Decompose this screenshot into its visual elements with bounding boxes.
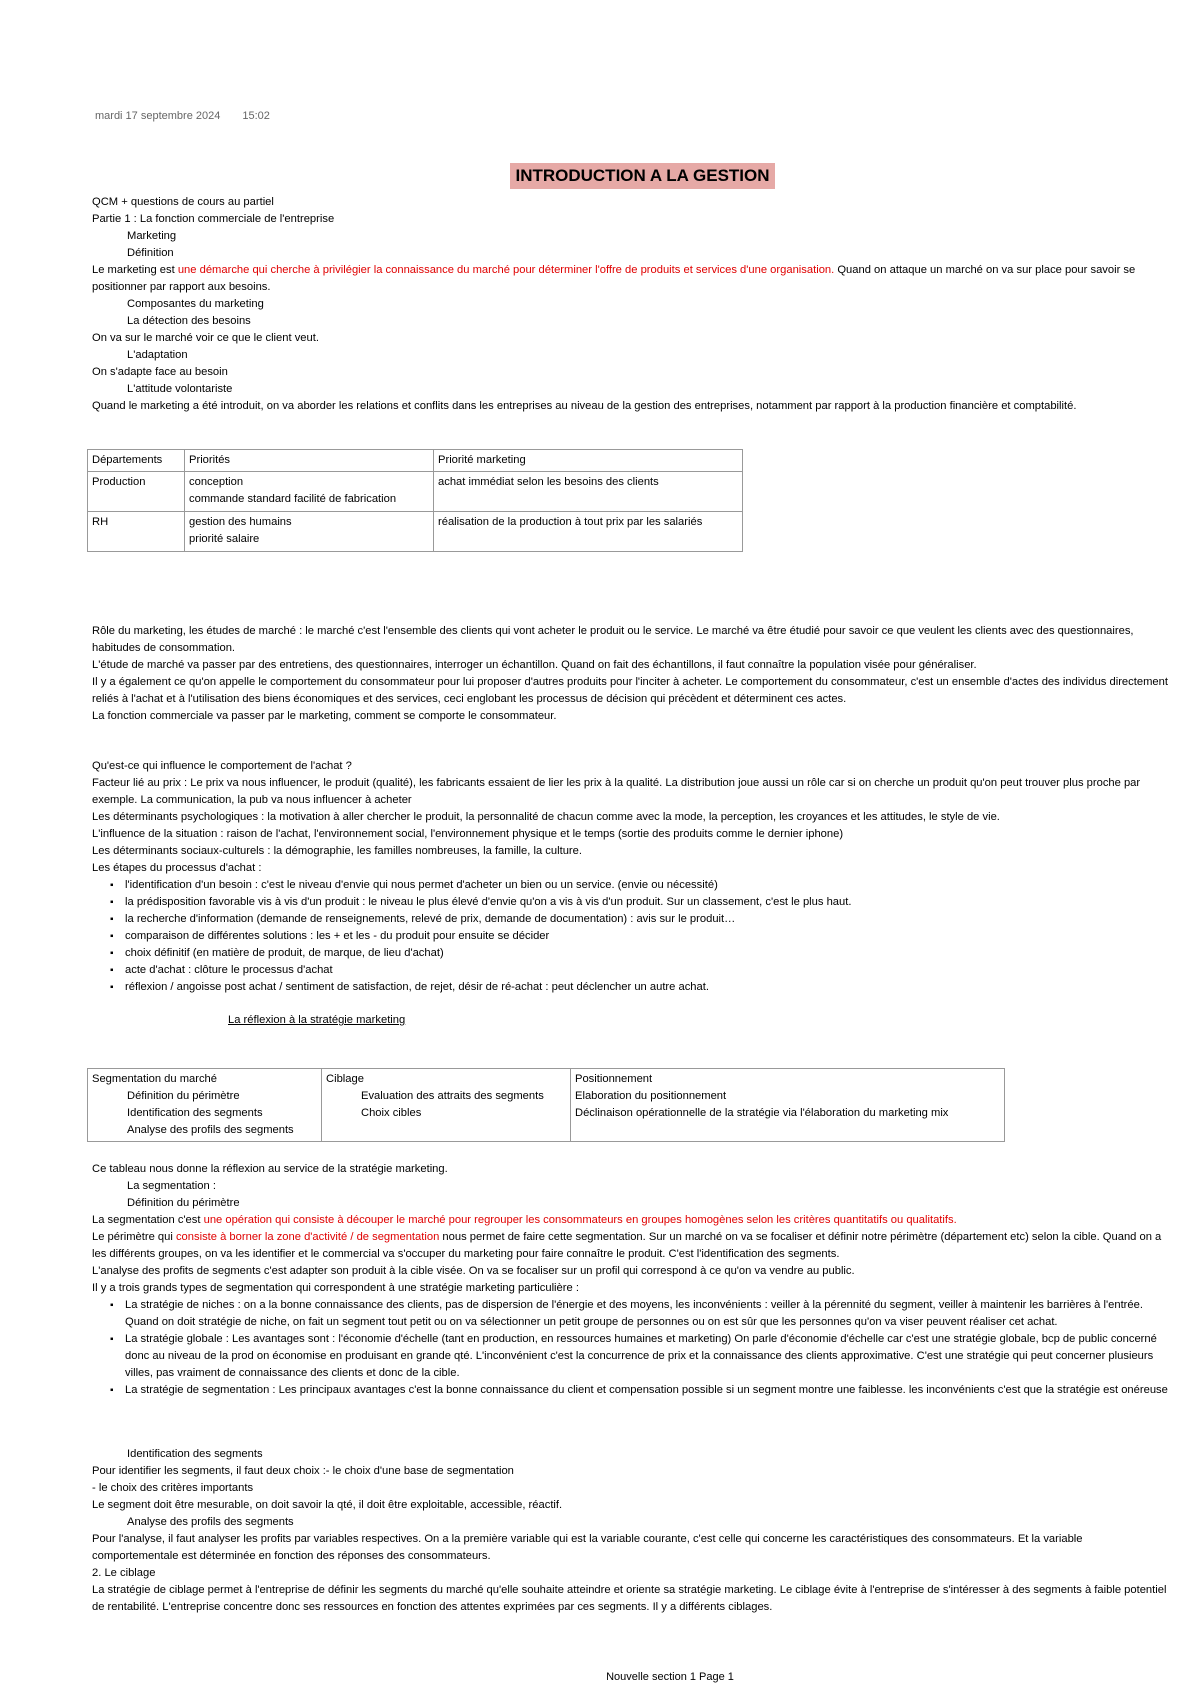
table-row xyxy=(88,1069,1005,1142)
cell-line: gestion des humains xyxy=(189,516,292,528)
paragraph: Les déterminants psychologiques : la motivation à aller chercher le produit, la personnalité de chacun comme avec la mode, la perception, les croyances et les attitudes, le style de vie. xyxy=(92,811,1000,823)
page-footer: Nouvelle section 1 Page 1 xyxy=(606,1671,734,1683)
cell-line: Choix cibles xyxy=(361,1107,422,1119)
cell-line: Analyse des profils des segments xyxy=(127,1124,294,1136)
table-cell-segmentation xyxy=(88,1069,322,1142)
list-item: ▪ La stratégie de segmentation : Les principaux avantages c'est la bonne connaissance du client et compensation possible si un segment montre une faiblesse. les inconvénients c'est que la stratégie est onéreuse xyxy=(125,1382,1172,1399)
list-item: ▪ la recherche d'information (demande de renseignements, relevé de prix, demande de documentation) : avis sur le produit… xyxy=(125,911,1172,928)
text-line: Partie 1 : La fonction commerciale de l'entreprise xyxy=(92,213,335,225)
list-item: ▪ acte d'achat : clôture le processus d'achat xyxy=(125,962,1172,979)
text-line: L'attitude volontariste xyxy=(127,383,233,395)
text-line: On va sur le marché voir ce que le client veut. xyxy=(92,332,319,344)
page-title: INTRODUCTION A LA GESTION xyxy=(510,163,774,189)
table-header-cell: Départements xyxy=(88,450,185,472)
table-header-row xyxy=(88,450,743,472)
cell-line: Identification des segments xyxy=(127,1107,263,1119)
strategy-list xyxy=(92,1297,1172,1399)
cell-line: priorité salaire xyxy=(189,533,260,545)
text-line: L'adaptation xyxy=(127,349,188,361)
note-time: 15:02 xyxy=(242,110,270,122)
cell-heading: Positionnement xyxy=(575,1073,653,1085)
cell-heading: Ciblage xyxy=(326,1073,364,1085)
priorities-table xyxy=(87,449,743,552)
cell-line: Evaluation des attraits des segments xyxy=(361,1090,544,1102)
table-row xyxy=(88,512,743,552)
note-datetime xyxy=(95,108,270,125)
paragraph: La stratégie de ciblage permet à l'entreprise de définir les segments du marché qu'elle souhaite atteindre et oriente sa stratégie marketing. Le ciblage évite à l'entreprise de s'intéresser à des segments à faible potentiel de rentabilité. L'entreprise concentre donc ses ressources en fonction des attentes exprimées par ces segments. Il y a différents ciblages. xyxy=(92,1584,1167,1613)
cell-heading: Segmentation du marché xyxy=(92,1073,218,1085)
paragraph: Il y a également ce qu'on appelle le comportement du consommateur pour lui proposer d'autres produits pour l'inciter à acheter. Le comportement du consommateur, c'est un ensemble d'actes des individus directement reliés à l'achat et à l'utilisation des biens économiques et des services, ceci englobant les processus de décision qui précèdent et déterminent ces actes. xyxy=(92,676,1168,705)
text-line: - le choix des critères importants xyxy=(92,1482,254,1494)
text-line: Identification des segments xyxy=(127,1448,263,1460)
table-header-cell: Priorités xyxy=(185,450,434,472)
paragraph: Facteur lié au prix : Le prix va nous influencer, le produit (qualité), les fabricants essaient de lier les prix à la qualité. La distribution joue aussi un rôle car si on cherche un produit qu'on peut trouver plus proche par exemple. La communication, la pub va nous influencer à acheter xyxy=(92,777,1141,806)
cell-line: Définition du périmètre xyxy=(127,1090,240,1102)
paragraph: Rôle du marketing, les études de marché : le marché c'est l'ensemble des clients qui vont acheter le produit ou le service. Le marché va être étudié pour savoir ce que veulent les clients avec des questionnaires, habitudes de consommation. xyxy=(92,625,1134,654)
section-identification-ciblage xyxy=(92,1446,1172,1616)
table-cell: RH xyxy=(88,512,185,552)
table-row xyxy=(88,472,743,512)
title-container xyxy=(0,163,1200,189)
text-line: Ce tableau nous donne la réflexion au service de la stratégie marketing. xyxy=(92,1163,448,1175)
process-steps-list xyxy=(92,877,1172,996)
perimetre-paragraph xyxy=(92,1229,1172,1263)
text-line: Analyse des profils des segments xyxy=(127,1516,294,1528)
text-line: La détection des besoins xyxy=(127,315,251,327)
section-etudes-marche xyxy=(92,623,1172,725)
list-item: ▪ l'identification d'un besoin : c'est le niveau d'envie qui nous permet d'acheter un bien ou un service. (envie ou nécessité) xyxy=(125,877,1172,894)
cell-line: Elaboration du positionnement xyxy=(575,1090,727,1102)
highlight-red-text: consiste à borner la zone d'activité / de segmentation xyxy=(175,1231,440,1243)
cell-line: Déclinaison opérationnelle de la stratégie via l'élaboration du marketing mix xyxy=(575,1107,949,1119)
list-item: ▪ La stratégie globale : Les avantages sont : l'économie d'échelle (tant en production, en ressources humaines et marketing) On parle d'économie d'échelle car c'est une stratégie globale, bcp de public concerné donc au niveau de la prod on économise en produisant en grande qté. L'inconvénient c'est la concurrence de prix et la connaissance des clients approximative. C'est une stratégie qui peut concerner plusieurs villes, pas vraiment de connaissance des clients et donc de la cible. xyxy=(125,1331,1172,1382)
text-run: nous permet de faire cette segmentation. Sur un marché on va se focaliser et définir notre périmètre (département etc) selon la cible. Quand on a les différents groupes, on va les identifier et le commercial va s'occuper du marketing pour faire connaître le produit. C'est l'identification des segments. xyxy=(92,1231,1162,1260)
subsection-title-text: La réflexion à la stratégie marketing xyxy=(228,1014,406,1026)
question-heading: Qu'est-ce qui influence le comportement de l'achat ? xyxy=(92,760,352,772)
text-line: On s'adapte face au besoin xyxy=(92,366,228,378)
segmentation-definition xyxy=(92,1212,1172,1229)
section-intro xyxy=(92,194,1172,415)
section-comportement-achat xyxy=(92,758,1172,996)
text-run: Le marketing est xyxy=(92,264,178,276)
table-cell: réalisation de la production à tout prix par les salariés xyxy=(434,512,743,552)
text-line: Composantes du marketing xyxy=(127,298,264,310)
paragraph: L'influence de la situation : raison de l'achat, l'environnement social, l'environnement physique et le temps (sortie des produits comme le dernier iphone) xyxy=(92,828,844,840)
list-item: ▪ La stratégie de niches : on a la bonne connaissance des clients, pas de dispersion de l'énergie et des moyens, les inconvénients : veiller à la pérennité du segment, veiller à maintenir les barrières à l'entrée. Quand on doit stratégie de niche, on fait un segment tout petit ou on va sélectionner un petit groupe de personnes ou on est sûr que les personnes qu'on va viser peuvent réaliser cet achat. xyxy=(125,1297,1172,1331)
table-header-cell: Priorité marketing xyxy=(434,450,743,472)
text-run: La segmentation c'est xyxy=(92,1214,204,1226)
text-line: Quand le marketing a été introduit, on va aborder les relations et conflits dans les entreprises au niveau de la gestion des entreprises, notamment par rapport à la production financière et comptabilité. xyxy=(92,400,1077,412)
cell-line: commande standard facilité de fabrication xyxy=(189,493,397,505)
definition-paragraph xyxy=(92,262,1172,296)
subsection-title xyxy=(228,1012,405,1029)
paragraph: L'étude de marché va passer par des entretiens, des questionnaires, interroger un échantillon. Quand on fait des échantillons, il faut connaître la population visée pour généraliser. xyxy=(92,659,977,671)
list-item: ▪ comparaison de différentes solutions : les + et les - du produit pour ensuite se décider xyxy=(125,928,1172,945)
table-cell xyxy=(185,512,434,552)
table-cell xyxy=(185,472,434,512)
text-run: Quand on attaque un marché on va sur place pour savoir se positionner par rapport aux besoins. xyxy=(92,264,1136,293)
table-cell-ciblage xyxy=(322,1069,571,1142)
table-cell-positionnement xyxy=(571,1069,1005,1142)
note-date: mardi 17 septembre 2024 xyxy=(95,110,221,122)
text-line: Marketing xyxy=(127,230,177,242)
strategy-table xyxy=(87,1068,1005,1142)
text-run: Le périmètre qui xyxy=(92,1231,176,1243)
cell-line: conception xyxy=(189,476,244,488)
text-line: Définition du périmètre xyxy=(127,1197,240,1209)
text-line: Pour identifier les segments, il faut deux choix :- le choix d'une base de segmentation xyxy=(92,1465,514,1477)
text-line: Définition xyxy=(127,247,174,259)
text-line: QCM + questions de cours au partiel xyxy=(92,196,274,208)
paragraph: La fonction commerciale va passer par le marketing, comment se comporte le consommateur. xyxy=(92,710,557,722)
section-segmentation xyxy=(92,1161,1172,1399)
paragraph: Les déterminants sociaux-culturels : la démographie, les familles nombreuses, la famille, la culture. xyxy=(92,845,582,857)
highlight-red-text: une démarche qui cherche à privilégier la connaissance du marché pour déterminer l'offre de produits et services d'une organisation. xyxy=(177,264,835,276)
table-cell: achat immédiat selon les besoins des clients xyxy=(434,472,743,512)
paragraph: Les étapes du processus d'achat : xyxy=(92,862,262,874)
list-item: ▪ la prédisposition favorable vis à vis d'un produit : le niveau le plus élevé d'envie qu'on a vis à vis d'un produit. Sur un classement, c'est le plus haut. xyxy=(125,894,1172,911)
list-item: ▪ réflexion / angoisse post achat / sentiment de satisfaction, de rejet, désir de ré-achat : peut déclencher un autre achat. xyxy=(125,979,1172,996)
section-heading: 2. Le ciblage xyxy=(92,1567,156,1579)
paragraph: Il y a trois grands types de segmentation qui correspondent à une stratégie marketing particulière : xyxy=(92,1282,579,1294)
paragraph: L'analyse des profits de segments c'est adapter son produit à la cible visée. On va se focaliser sur un profil qui correspond à ce qu'on va vendre au public. xyxy=(92,1265,855,1277)
table-cell: Production xyxy=(88,472,185,512)
highlight-red-text: une opération qui consiste à découper le marché pour regrouper les consommateurs en groupes homogènes selon les critères quantitatifs ou qualitatifs. xyxy=(203,1214,957,1226)
paragraph: Pour l'analyse, il faut analyser les profits par variables respectives. On a la première variable qui est la variable courante, c'est celle qui concerne les caractéristiques des consommateurs. Et la variable comportementale est déterminée en fonction des réponses des consommateurs. xyxy=(92,1533,1083,1562)
text-line: Le segment doit être mesurable, on doit savoir la qté, il doit être exploitable, accessible, réactif. xyxy=(92,1499,563,1511)
list-item: ▪ choix définitif (en matière de produit, de marque, de lieu d'achat) xyxy=(125,945,1172,962)
text-line: La segmentation : xyxy=(127,1180,216,1192)
